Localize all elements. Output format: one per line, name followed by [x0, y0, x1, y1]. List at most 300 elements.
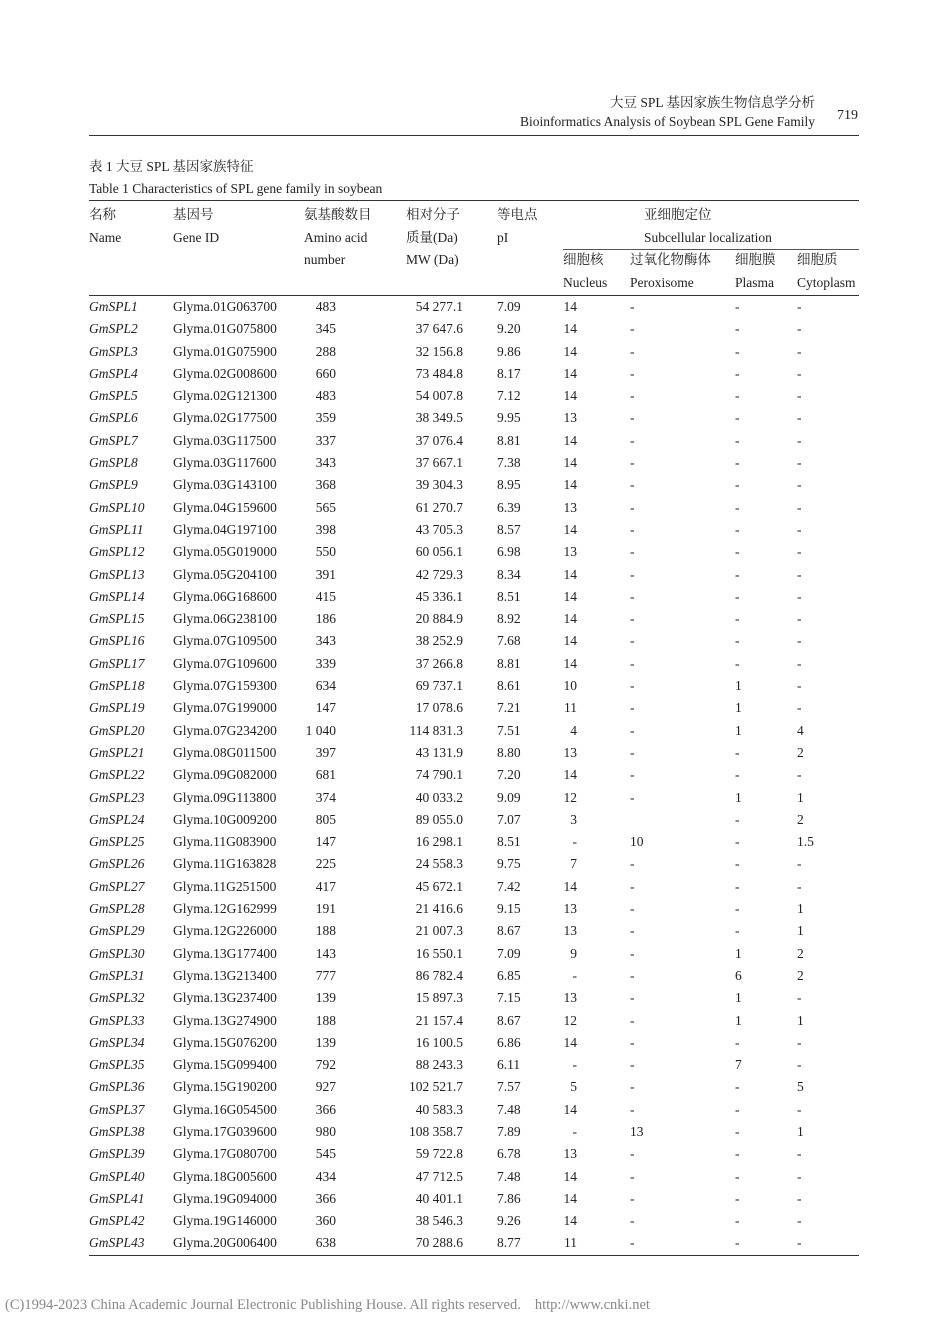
peroxisome-score: - — [630, 678, 635, 694]
isoelectric-point: 6.11 — [497, 1057, 521, 1073]
header-pla-cn: 细胞膜 — [735, 252, 776, 267]
gene-name: GmSPL9 — [89, 477, 138, 493]
peroxisome-score: - — [630, 588, 635, 604]
gene-name: GmSPL4 — [89, 365, 138, 381]
plasma-score: 1 — [735, 1012, 742, 1028]
nucleus-score: 14 — [563, 321, 577, 337]
amino-acid-count: 366 — [315, 1190, 336, 1206]
plasma-score: - — [735, 1101, 740, 1117]
plasma-score: - — [735, 321, 740, 337]
cytoplasm-score: - — [797, 455, 802, 471]
isoelectric-point: 9.75 — [497, 856, 521, 872]
amino-acid-count: 147 — [315, 834, 336, 850]
gene-name: GmSPL12 — [89, 544, 145, 560]
plasma-score: 1 — [735, 990, 742, 1006]
gene-name: GmSPL41 — [89, 1190, 145, 1206]
header-cyt-cn: 细胞质 — [797, 252, 838, 267]
plasma-score: - — [735, 744, 740, 760]
molecular-weight: 43 705.3 — [415, 521, 463, 537]
molecular-weight: 39 304.3 — [415, 477, 463, 493]
gene-id: Glyma.13G237400 — [173, 990, 277, 1006]
gene-name: GmSPL26 — [89, 856, 145, 872]
cytoplasm-score: - — [797, 856, 802, 872]
gene-id: Glyma.15G076200 — [173, 1034, 277, 1050]
table-row — [89, 943, 859, 965]
peroxisome-score: - — [630, 856, 635, 872]
molecular-weight: 38 252.9 — [415, 633, 463, 649]
cytoplasm-score: - — [797, 1190, 802, 1206]
peroxisome-score: - — [630, 566, 635, 582]
gene-name: GmSPL7 — [89, 432, 138, 448]
molecular-weight: 61 270.7 — [415, 499, 463, 515]
nucleus-score: 14 — [563, 477, 577, 493]
isoelectric-point: 7.86 — [497, 1190, 521, 1206]
plasma-score: - — [735, 365, 740, 381]
gene-id: Glyma.18G005600 — [173, 1168, 277, 1184]
gene-name: GmSPL30 — [89, 945, 145, 961]
molecular-weight: 74 790.1 — [415, 767, 463, 783]
gene-name: GmSPL11 — [89, 521, 144, 537]
molecular-weight: 17 078.6 — [415, 700, 463, 716]
nucleus-score: - — [572, 1123, 577, 1139]
header-localization — [644, 204, 772, 249]
peroxisome-score: - — [630, 455, 635, 471]
isoelectric-point: 8.67 — [497, 1012, 521, 1028]
cytoplasm-score: - — [797, 767, 802, 783]
peroxisome-score: - — [630, 722, 635, 738]
header-per-en: Peroxisome — [630, 274, 694, 290]
isoelectric-point: 6.86 — [497, 1034, 521, 1050]
plasma-score: - — [735, 544, 740, 560]
table-row — [89, 653, 859, 675]
amino-acid-count: 398 — [315, 521, 336, 537]
table-row — [89, 1210, 859, 1232]
isoelectric-point: 7.07 — [497, 811, 521, 827]
gene-name: GmSPL18 — [89, 678, 145, 694]
gene-id: Glyma.19G094000 — [173, 1190, 277, 1206]
gene-name: GmSPL22 — [89, 767, 145, 783]
table-caption — [89, 156, 382, 200]
amino-acid-count: 339 — [315, 655, 336, 671]
peroxisome-score: - — [630, 990, 635, 1006]
caption-cn: 表 1 大豆 SPL 基因家族特征 — [89, 159, 254, 174]
gene-id: Glyma.06G238100 — [173, 611, 277, 627]
table-row — [89, 1188, 859, 1210]
cytoplasm-score: - — [797, 1235, 802, 1251]
gene-name: GmSPL36 — [89, 1079, 145, 1095]
header-name-en: Name — [89, 229, 122, 245]
molecular-weight: 70 288.6 — [415, 1235, 463, 1251]
plasma-score: - — [735, 901, 740, 917]
molecular-weight: 69 737.1 — [415, 678, 463, 694]
amino-acid-count: 186 — [315, 611, 336, 627]
gene-id: Glyma.15G099400 — [173, 1057, 277, 1073]
table-row — [89, 1166, 859, 1188]
amino-acid-count: 681 — [315, 767, 336, 783]
plasma-score: - — [735, 767, 740, 783]
table-row — [89, 341, 859, 363]
header-gene-id — [173, 204, 219, 249]
cytoplasm-score: 1 — [797, 1012, 804, 1028]
cytoplasm-score: - — [797, 1213, 802, 1229]
isoelectric-point: 7.68 — [497, 633, 521, 649]
table-row — [89, 876, 859, 898]
plasma-score: 1 — [735, 700, 742, 716]
header-pi — [497, 204, 538, 249]
gene-name: GmSPL16 — [89, 633, 145, 649]
nucleus-score: 14 — [563, 299, 577, 314]
cytoplasm-score: - — [797, 878, 802, 894]
isoelectric-point: 8.57 — [497, 521, 521, 537]
header-name-cn: 名称 — [89, 207, 116, 222]
amino-acid-count: 139 — [315, 990, 336, 1006]
peroxisome-score: - — [630, 1079, 635, 1095]
gene-id: Glyma.04G159600 — [173, 499, 277, 515]
header-mw-cn: 相对分子 — [406, 207, 460, 222]
peroxisome-score: - — [630, 901, 635, 917]
table-row — [89, 853, 859, 875]
table-row — [89, 1032, 859, 1054]
header-plasma — [735, 249, 776, 294]
table-row — [89, 742, 859, 764]
molecular-weight: 16 550.1 — [415, 945, 463, 961]
peroxisome-score: - — [630, 789, 635, 805]
peroxisome-score: - — [630, 1057, 635, 1073]
amino-acid-count: 188 — [315, 923, 336, 939]
molecular-weight: 15 897.3 — [415, 990, 463, 1006]
molecular-weight: 40 033.2 — [415, 789, 463, 805]
amino-acid-count: 660 — [315, 365, 336, 381]
amino-acid-count: 805 — [315, 811, 336, 827]
gene-id: Glyma.01G063700 — [173, 299, 277, 314]
gene-id: Glyma.16G054500 — [173, 1101, 277, 1117]
molecular-weight: 38 546.3 — [415, 1213, 463, 1229]
cytoplasm-score: - — [797, 432, 802, 448]
isoelectric-point: 7.48 — [497, 1168, 521, 1184]
isoelectric-point: 6.39 — [497, 499, 521, 515]
gene-name: GmSPL24 — [89, 811, 145, 827]
amino-acid-count: 188 — [315, 1012, 336, 1028]
cytoplasm-score: - — [797, 544, 802, 560]
plasma-score: - — [735, 611, 740, 627]
header-loc-cn: 亚细胞定位 — [644, 207, 712, 222]
isoelectric-point: 6.85 — [497, 967, 521, 983]
amino-acid-count: 638 — [315, 1235, 336, 1251]
cytoplasm-score: - — [797, 521, 802, 537]
nucleus-score: 14 — [563, 1213, 577, 1229]
header-mw-cn2: 质量(Da) — [406, 229, 458, 245]
plasma-score: - — [735, 499, 740, 515]
isoelectric-point: 9.86 — [497, 343, 521, 359]
plasma-score: 1 — [735, 678, 742, 694]
header-rule — [89, 135, 859, 136]
amino-acid-count: 397 — [315, 744, 336, 760]
nucleus-score: 5 — [570, 1079, 577, 1095]
gene-id: Glyma.01G075800 — [173, 321, 277, 337]
cytoplasm-score: - — [797, 1146, 802, 1162]
molecular-weight: 24 558.3 — [415, 856, 463, 872]
amino-acid-count: 343 — [315, 455, 336, 471]
isoelectric-point: 8.51 — [497, 834, 521, 850]
plasma-score: 1 — [735, 945, 742, 961]
table-row — [89, 630, 859, 652]
gene-id: Glyma.13G213400 — [173, 967, 277, 983]
amino-acid-count: 191 — [315, 901, 336, 917]
gene-id: Glyma.02G008600 — [173, 365, 277, 381]
peroxisome-score: - — [630, 321, 635, 337]
header-nuc-en: Nucleus — [563, 274, 608, 290]
amino-acid-count: 360 — [315, 1213, 336, 1229]
amino-acid-count: 139 — [315, 1034, 336, 1050]
gene-name: GmSPL42 — [89, 1213, 145, 1229]
plasma-score: 1 — [735, 722, 742, 738]
header-pi-cn: 等电点 — [497, 207, 538, 222]
gene-id: Glyma.05G019000 — [173, 544, 277, 560]
gene-name: GmSPL39 — [89, 1146, 145, 1162]
cytoplasm-score: 1 — [797, 923, 804, 939]
gene-id: Glyma.11G251500 — [173, 878, 277, 894]
cytoplasm-score: - — [797, 299, 802, 314]
plasma-score: - — [735, 878, 740, 894]
isoelectric-point: 8.81 — [497, 655, 521, 671]
header-pla-en: Plasma — [735, 274, 774, 290]
peroxisome-score: - — [630, 410, 635, 426]
table-row — [89, 407, 859, 429]
cytoplasm-score: - — [797, 633, 802, 649]
running-head — [520, 93, 815, 131]
table-row — [89, 987, 859, 1009]
gene-id: Glyma.08G011500 — [173, 744, 277, 760]
amino-acid-count: 225 — [315, 856, 336, 872]
page-number: 719 — [837, 108, 858, 123]
cytoplasm-score: - — [797, 499, 802, 515]
plasma-score: - — [735, 299, 740, 314]
table-row — [89, 519, 859, 541]
nucleus-score: 14 — [563, 455, 577, 471]
molecular-weight: 16 298.1 — [415, 834, 463, 850]
amino-acid-count: 545 — [315, 1146, 336, 1162]
molecular-weight: 42 729.3 — [415, 566, 463, 582]
table-row — [89, 697, 859, 719]
amino-acid-count: 374 — [315, 789, 336, 805]
nucleus-score: 14 — [563, 432, 577, 448]
running-head-title-cn: 大豆 SPL 基因家族生物信息学分析 — [609, 95, 815, 110]
plasma-score: - — [735, 1235, 740, 1251]
isoelectric-point: 6.78 — [497, 1146, 521, 1162]
nucleus-score: 13 — [563, 744, 577, 760]
table-row — [89, 586, 859, 608]
peroxisome-score: - — [630, 477, 635, 493]
header-nuc-cn: 细胞核 — [563, 252, 604, 267]
table-row — [89, 1121, 859, 1143]
nucleus-score: 14 — [563, 655, 577, 671]
molecular-weight: 21 007.3 — [415, 923, 463, 939]
cytoplasm-score: 5 — [797, 1079, 804, 1095]
gene-id: Glyma.09G082000 — [173, 767, 277, 783]
table-row — [89, 608, 859, 630]
header-aa-cn: 氨基酸数目 — [304, 207, 372, 222]
gene-id: Glyma.02G177500 — [173, 410, 277, 426]
cytoplasm-score: - — [797, 678, 802, 694]
plasma-score: - — [735, 1079, 740, 1095]
nucleus-score: 14 — [563, 767, 577, 783]
nucleus-score: 10 — [563, 678, 577, 694]
molecular-weight: 21 416.6 — [415, 901, 463, 917]
plasma-score: - — [735, 455, 740, 471]
peroxisome-score: - — [630, 544, 635, 560]
table-row — [89, 541, 859, 563]
nucleus-score: 14 — [563, 343, 577, 359]
plasma-score: - — [735, 811, 740, 827]
table-row — [89, 720, 859, 742]
amino-acid-count: 288 — [315, 343, 336, 359]
molecular-weight: 102 521.7 — [409, 1079, 463, 1095]
plasma-score: - — [735, 588, 740, 604]
amino-acid-count: 550 — [315, 544, 336, 560]
table-row — [89, 296, 859, 318]
table-row — [89, 1099, 859, 1121]
peroxisome-score: - — [630, 1101, 635, 1117]
amino-acid-count: 391 — [315, 566, 336, 582]
isoelectric-point: 6.98 — [497, 544, 521, 560]
gene-id: Glyma.19G146000 — [173, 1213, 277, 1229]
nucleus-score: 13 — [563, 990, 577, 1006]
molecular-weight: 38 349.5 — [415, 410, 463, 426]
plasma-score: 7 — [735, 1057, 742, 1073]
isoelectric-point: 8.17 — [497, 365, 521, 381]
nucleus-score: 14 — [563, 566, 577, 582]
gene-id: Glyma.12G226000 — [173, 923, 277, 939]
cytoplasm-score: 2 — [797, 811, 804, 827]
cytoplasm-score: 1.5 — [797, 834, 814, 850]
cytoplasm-score: - — [797, 365, 802, 381]
gene-id: Glyma.11G083900 — [173, 834, 277, 850]
isoelectric-point: 8.67 — [497, 923, 521, 939]
header-pi-en: pI — [497, 229, 509, 245]
plasma-score: - — [735, 1123, 740, 1139]
molecular-weight: 47 712.5 — [415, 1168, 463, 1184]
amino-acid-count: 565 — [315, 499, 336, 515]
gene-id: Glyma.07G199000 — [173, 700, 277, 716]
gene-name: GmSPL10 — [89, 499, 145, 515]
plasma-score: - — [735, 388, 740, 404]
peroxisome-score: - — [630, 1190, 635, 1206]
peroxisome-score: - — [630, 744, 635, 760]
nucleus-score: 12 — [563, 1012, 577, 1028]
gene-name: GmSPL21 — [89, 744, 145, 760]
molecular-weight: 21 157.4 — [415, 1012, 463, 1028]
peroxisome-score: - — [630, 655, 635, 671]
peroxisome-score: - — [630, 767, 635, 783]
peroxisome-score: - — [630, 923, 635, 939]
gene-name: GmSPL33 — [89, 1012, 145, 1028]
cytoplasm-score: - — [797, 1034, 802, 1050]
amino-acid-count: 337 — [315, 432, 336, 448]
cytoplasm-score: - — [797, 990, 802, 1006]
isoelectric-point: 9.09 — [497, 789, 521, 805]
peroxisome-score: - — [630, 432, 635, 448]
nucleus-score: 13 — [563, 410, 577, 426]
gene-name: GmSPL3 — [89, 343, 138, 359]
gene-name: GmSPL28 — [89, 901, 145, 917]
nucleus-score: 11 — [564, 700, 577, 716]
amino-acid-count: 777 — [315, 967, 336, 983]
plasma-score: - — [735, 655, 740, 671]
header-aa-en1: Amino acid — [304, 229, 368, 245]
peroxisome-score: - — [630, 633, 635, 649]
table-row — [89, 497, 859, 519]
amino-acid-count: 434 — [315, 1168, 336, 1184]
peroxisome-score: - — [630, 521, 635, 537]
cytoplasm-score: 2 — [797, 945, 804, 961]
plasma-score: - — [735, 1213, 740, 1229]
plasma-score: - — [735, 1146, 740, 1162]
plasma-score: - — [735, 834, 740, 850]
cytoplasm-score: - — [797, 566, 802, 582]
peroxisome-score: - — [630, 299, 635, 314]
gene-name: GmSPL20 — [89, 722, 145, 738]
table-header — [89, 201, 859, 295]
gene-id: Glyma.09G113800 — [173, 789, 277, 805]
plasma-score: - — [735, 343, 740, 359]
gene-id: Glyma.06G168600 — [173, 588, 277, 604]
table-row — [89, 920, 859, 942]
molecular-weight: 32 156.8 — [415, 343, 463, 359]
peroxisome-score: - — [630, 1034, 635, 1050]
gene-name: GmSPL35 — [89, 1057, 145, 1073]
table-row — [89, 1232, 859, 1254]
amino-acid-count: 143 — [315, 945, 336, 961]
table-row — [89, 809, 859, 831]
amino-acid-count: 417 — [315, 878, 336, 894]
table-row — [89, 898, 859, 920]
cytoplasm-score: 2 — [797, 967, 804, 983]
gene-id: Glyma.15G190200 — [173, 1079, 277, 1095]
nucleus-score: - — [572, 967, 577, 983]
isoelectric-point: 8.61 — [497, 678, 521, 694]
peroxisome-score: - — [630, 1235, 635, 1251]
gene-id: Glyma.03G117600 — [173, 455, 277, 471]
table-row — [89, 1054, 859, 1076]
peroxisome-score: 10 — [630, 834, 644, 850]
table-row — [89, 675, 859, 697]
isoelectric-point: 9.26 — [497, 1213, 521, 1229]
molecular-weight: 45 672.1 — [415, 878, 463, 894]
amino-acid-count: 1 040 — [305, 722, 336, 738]
isoelectric-point: 8.95 — [497, 477, 521, 493]
plasma-score: - — [735, 521, 740, 537]
plasma-score: 6 — [735, 967, 742, 983]
gene-id: Glyma.07G159300 — [173, 678, 277, 694]
nucleus-score: 14 — [563, 611, 577, 627]
gene-name: GmSPL8 — [89, 455, 138, 471]
molecular-weight: 37 076.4 — [415, 432, 463, 448]
gene-name: GmSPL2 — [89, 321, 138, 337]
molecular-weight: 108 358.7 — [409, 1123, 463, 1139]
gene-id: Glyma.01G075900 — [173, 343, 277, 359]
isoelectric-point: 9.20 — [497, 321, 521, 337]
plasma-score: - — [735, 923, 740, 939]
cytoplasm-score: - — [797, 700, 802, 716]
gene-name: GmSPL43 — [89, 1235, 145, 1251]
isoelectric-point: 8.80 — [497, 744, 521, 760]
cytoplasm-score: - — [797, 343, 802, 359]
amino-acid-count: 415 — [315, 588, 336, 604]
isoelectric-point: 7.20 — [497, 767, 521, 783]
isoelectric-point: 7.48 — [497, 1101, 521, 1117]
table-row — [89, 1143, 859, 1165]
gene-name: GmSPL34 — [89, 1034, 145, 1050]
